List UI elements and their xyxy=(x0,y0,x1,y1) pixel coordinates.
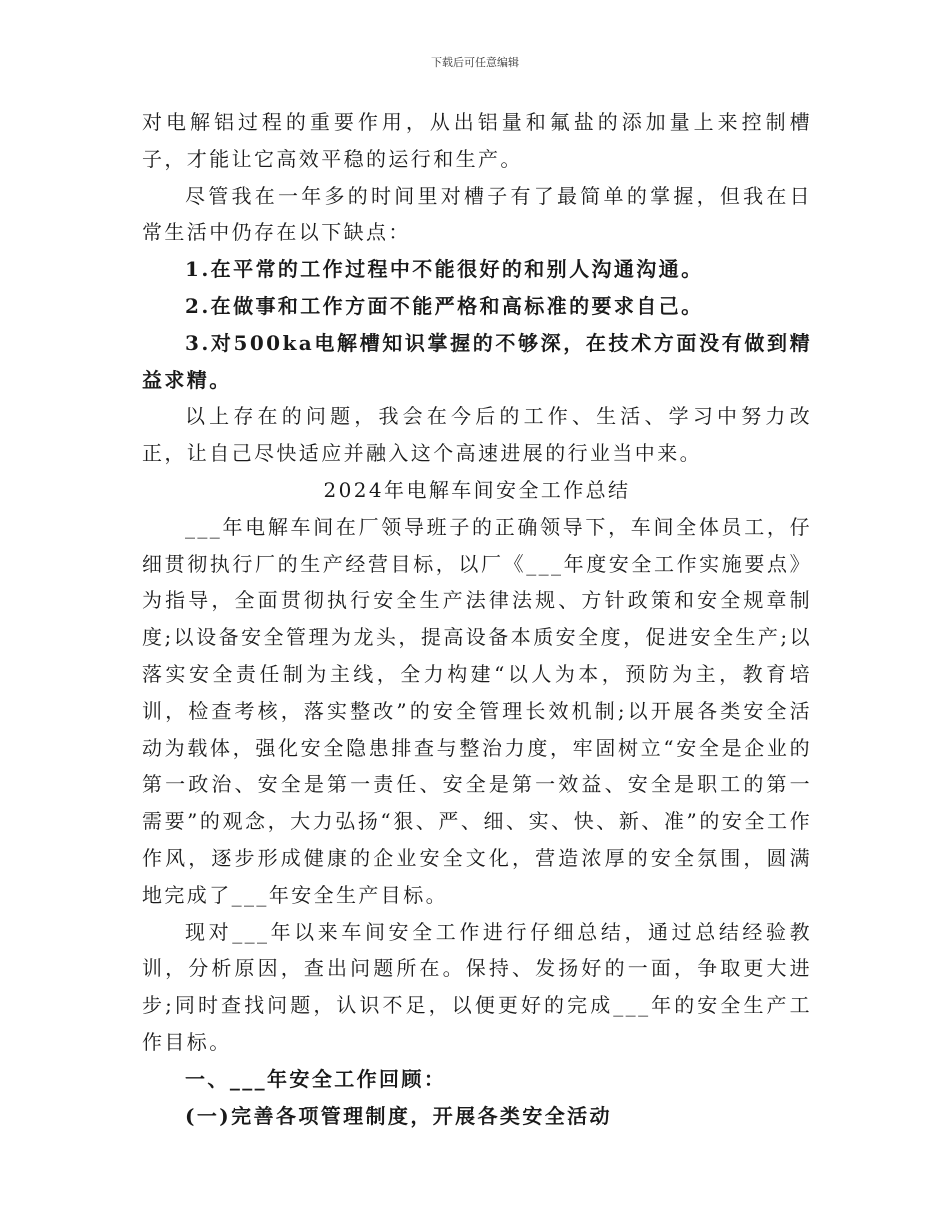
paragraph: ___年电解车间在厂领导班子的正确领导下，车间全体员工，仔细贯彻执行厂的生产经营目标，以厂《___年度安全工作实施要点》为指导，全面贯彻执行安全生产法律法规、方针政策和安全规章制度;以设备安全管理为龙头，提高设备本质安全度，促进安全生产;以落实安全责任制为主线，全力构建“以人为本，预防为主，教育培训，检查考核，落实整改”的安全管理长效机制;以开展各类安全活动为载体，强化安全隐患排查与整治力度，牢固树立“安全是企业的第一政治、安全是第一责任、安全是第一效益、安全是职工的第一需要”的观念，大力弘扬“狠、严、细、实、快、新、准”的安全工作作风，逐步形成健康的企业安全文化，营造浓厚的安全氛围，圆满地完成了___年安全生产目标。 xyxy=(142,514,812,907)
list-item: 2.在做事和工作方面不能严格和高标准的要求自己。 xyxy=(185,293,704,318)
fill-in-blank: ___ xyxy=(185,514,223,539)
fill-in-blank: ___ xyxy=(231,882,269,907)
document-body xyxy=(142,104,812,1134)
fill-in-blank: ___ xyxy=(526,551,564,576)
list-item: 3.对500ka电解槽知识掌握的不够深，在技术方面没有做到精益求精。 xyxy=(142,330,812,392)
fill-in-blank: ___ xyxy=(613,993,651,1018)
page-header: 下载后可任意编辑 xyxy=(431,56,519,69)
list-item: 1.在平常的工作过程中不能很好的和别人沟通沟通。 xyxy=(185,257,704,282)
section-heading: 一、___年安全工作回顾： xyxy=(185,1066,447,1091)
fill-in-blank: ___ xyxy=(229,1066,268,1091)
section-title: 2024年电解车间安全工作总结 xyxy=(323,477,631,502)
paragraph: 现对___年以来车间安全工作进行仔细总结，通过总结经验教训，分析原因，查出问题所在。保持、发扬好的一面，争取更大进步;同时查找问题，认识不足，以便更好的完成___年的安全生产工作目标。 xyxy=(142,919,812,1054)
paragraph: 以上存在的问题，我会在今后的工作、生活、学习中努力改正，让自己尽快适应并融入这个高速进展的行业当中来。 xyxy=(142,404,812,466)
fill-in-blank: ___ xyxy=(232,919,270,944)
subsection-heading: (一)完善各项管理制度，开展各类安全活动 xyxy=(185,1103,612,1128)
paragraph: 对电解铝过程的重要作用，从出铝量和氟盐的添加量上来控制槽子，才能让它高效平稳的运行和生产。 xyxy=(142,110,812,171)
paragraph: 尽管我在一年多的时间里对槽子有了最简单的掌握，但我在日常生活中仍存在以下缺点： xyxy=(142,183,812,245)
